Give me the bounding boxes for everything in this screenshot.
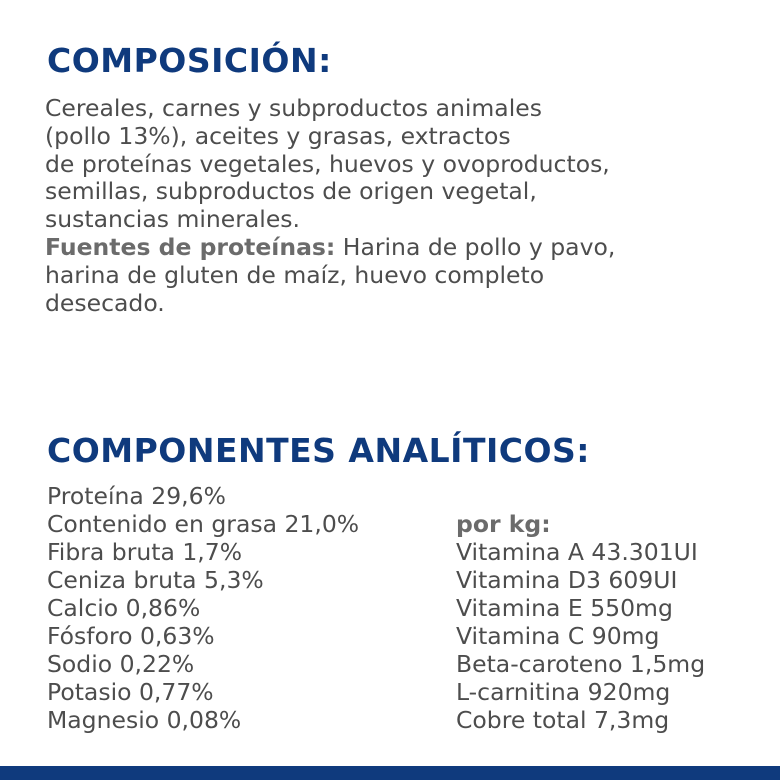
analytical-item: Fibra bruta 1,7%	[47, 538, 243, 566]
analytical-item: Calcio 0,86%	[47, 594, 201, 622]
analytical-left-column	[47, 482, 359, 734]
analytical-item: Contenido en grasa 21,0%	[47, 510, 360, 538]
composition-line: de proteínas vegetales, huevos y ovoproductos,	[45, 149, 610, 178]
analytical-item: Fósforo 0,63%	[47, 622, 215, 650]
composition-line: sustancias minerales.	[45, 205, 300, 234]
vitamin-item: Cobre total 7,3mg	[456, 706, 670, 734]
protein-sources-line	[45, 234, 765, 262]
analytical-item: Proteína 29,6%	[47, 482, 226, 510]
vitamin-item: Vitamina A 43.301UI	[456, 538, 698, 566]
per-kg-label: por kg:	[456, 510, 551, 538]
protein-sources-label: Fuentes de proteínas:	[45, 232, 336, 261]
vitamin-item: Beta-caroteno 1,5mg	[456, 650, 706, 678]
analytical-item: Sodio 0,22%	[47, 650, 195, 678]
composition-line: semillas, subproductos de origen vegetal,	[45, 177, 537, 206]
composition-text	[45, 95, 765, 317]
analytical-heading: COMPONENTES ANALÍTICOS:	[47, 431, 590, 470]
composition-line: (pollo 13%), aceites y grasas, extractos	[45, 121, 511, 150]
composition-heading: COMPOSICIÓN:	[47, 41, 332, 80]
vitamin-item: L-carnitina 920mg	[456, 678, 671, 706]
bottom-bar	[0, 766, 780, 780]
vitamin-item: Vitamina D3 609UI	[456, 566, 678, 594]
protein-sources-line: desecado.	[45, 288, 165, 317]
analytical-item: Potasio 0,77%	[47, 678, 214, 706]
protein-sources-line: harina de gluten de maíz, huevo completo	[45, 260, 545, 289]
vitamin-item: Vitamina C 90mg	[456, 622, 660, 650]
analytical-item: Ceniza bruta 5,3%	[47, 566, 264, 594]
vitamin-item: Vitamina E 550mg	[456, 594, 673, 622]
protein-sources-text: Harina de pollo y pavo,	[335, 232, 616, 261]
composition-line: Cereales, carnes y subproductos animales	[45, 94, 542, 122]
analytical-item: Magnesio 0,08%	[47, 706, 242, 734]
vitamins-column	[456, 510, 705, 734]
